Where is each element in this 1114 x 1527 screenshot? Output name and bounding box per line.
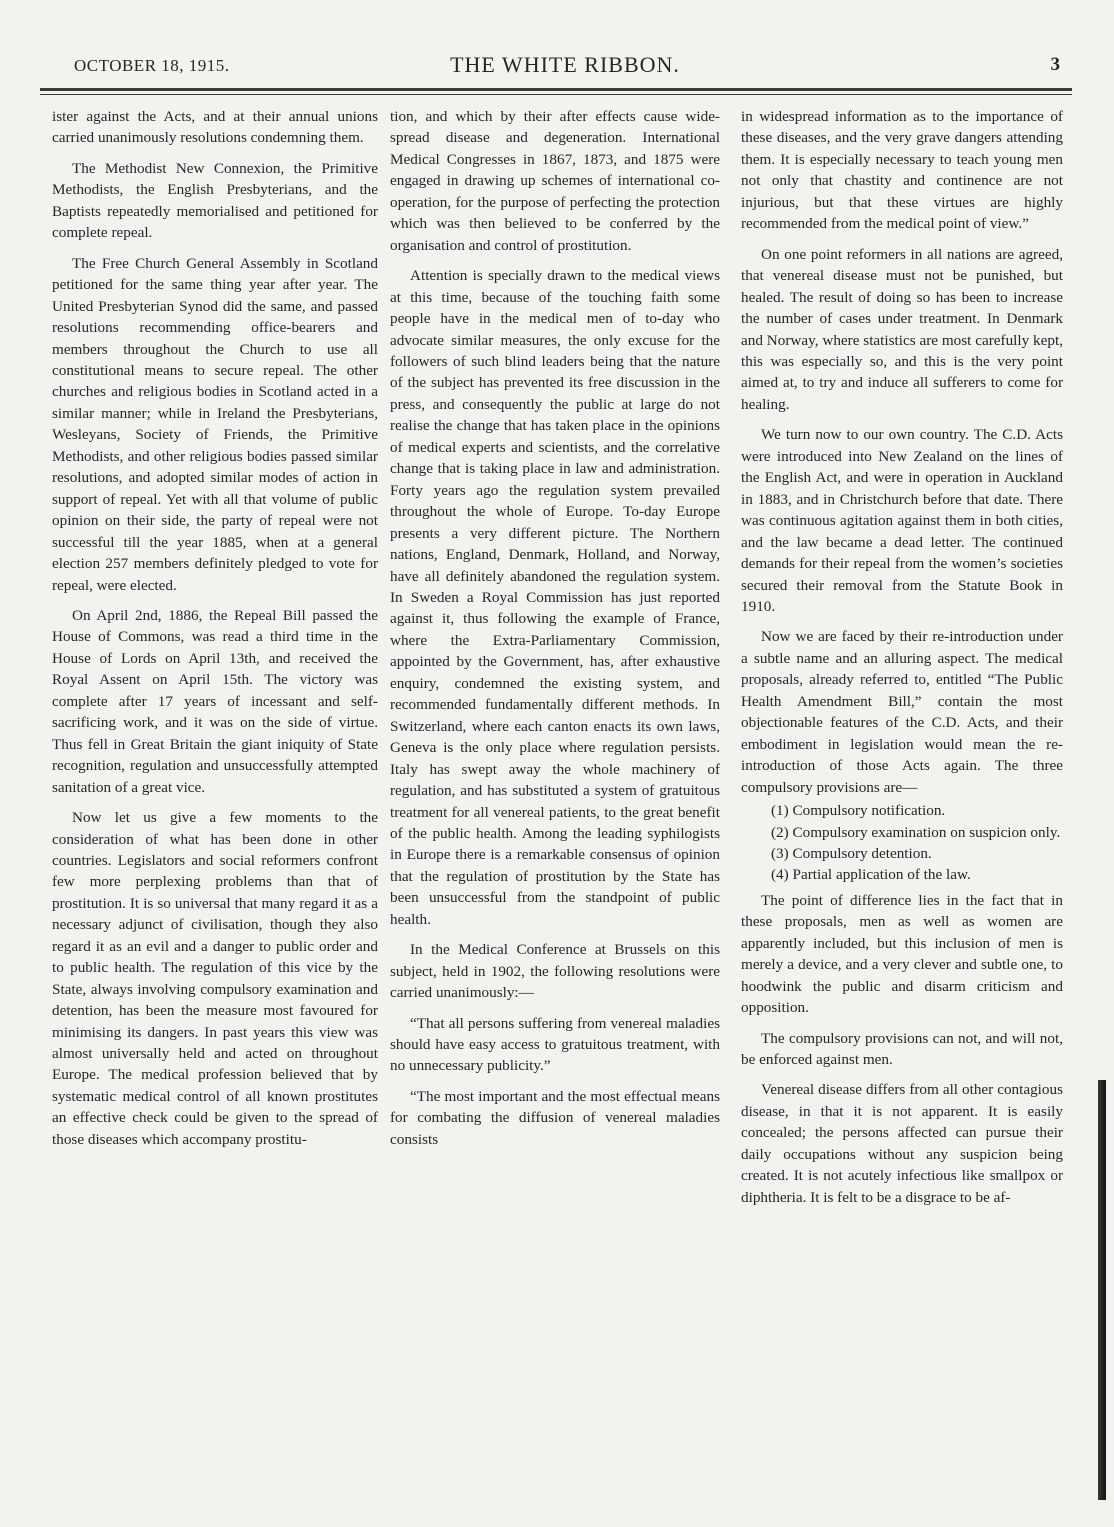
paragraph: The compulsory provisions can not, and will not, be enforced against men. [741, 1029, 1063, 1069]
paragraph: The point of difference lies in the fact that in these proposals, men as well as women are apparently included, but this inclusion of men is merely a device, and a very clever and subtle one, to hoodwink the public and disarm criticism and opposition. [741, 891, 1063, 1017]
page-header [70, 52, 1060, 82]
paragraph: tion, and which by their after effects cause wide-spread disease and degeneration. International Medical Congresses in 1867, 1873, and 1875 were engaged in drawing up schemes of international co-operation, for the purpose of perfecting the protection which was then believed to be conferred by the organisation and control of prostitution. [390, 108, 720, 254]
paragraph: Venereal disease differs from all other contagious disease, in that it is not apparent. It is easily concealed; the persons affected can pursue their daily occupations without any suspicion being created. It is not acutely infectious like smallpox or diphtheria. It is felt to be a disgrace to be af- [741, 1081, 1063, 1206]
issue-date: OCTOBER 18, 1915. [74, 56, 230, 75]
paragraph: On one point reformers in all nations are agreed, that venereal disease must not be punished, but healed. The result of doing so has been to increase the number of cases under treatment. In Denmark and Norway, where statistics are most carefully kept, this was especially so, and this is the very point aimed at, to try and induce all sufferers to come for healing. [741, 245, 1063, 413]
text-column-1 [52, 106, 378, 1496]
masthead-title: THE WHITE RIBBON. [450, 52, 680, 77]
page-edge-shadow [1098, 1080, 1106, 1500]
text-column-3 [741, 106, 1063, 1496]
paragraph: The Methodist New Connexion, the Primitive Methodists, the English Presbyterians, and the Baptists repeatedly memorialised and petitioned for complete repeal. [52, 159, 378, 242]
paragraph: “The most important and the most effectual means for combating the diffusion of venereal maladies consists [390, 1087, 720, 1148]
paragraph: in widespread information as to the importance of these diseases, and the very grave dangers attending them. It is especially necessary to teach young men not only that chastity and continence are not injurious, but that these virtues are highly recommended from the medical point of view.” [741, 108, 1063, 233]
text-column-2 [390, 106, 720, 1496]
paragraph: Attention is specially drawn to the medical views at this time, because of the touching faith some people have in the medical men of to-day who advocate similar measures, the only excuse for the followers of such blind leaders being that the nature of the subject has prevented its free discussion in the press, and consequently the public at large do not realise the change that has taken place in the opinions of medical experts and scientists, and the correlative change that is taking place in law and administration. Forty years ago the regulation system prevailed throughout the whole of Europe. To-day Europe presents a very different picture. The Northern nations, England, Denmark, Holland, and Norway, have all definitely abandoned the regulation system. In Sweden a Royal Commission has just reported against it, thus following the example of France, where the Extra-Parliamentary Commission, appointed by the Government, has, after exhaustive enquiry, condemned the existing system, and recommended fundamentally different methods. In Switzerland, where each canton enacts its own laws, Geneva is the only place where regulation persists. Italy has swept away the whole machinery of regulation, and has substituted a system of gratuitous treatment for all venereal patients, to the great benefit of the public health. Among the leading syphilogists in Europe there is a remarkable consensus of opinion that the regulation of prostitution by the State has been unsuccessful from the standpoint of public health. [390, 267, 720, 928]
paragraph: ister against the Acts, and at their annual unions carried unanimously resolutions condemning them. [52, 108, 378, 147]
list-item: (1) Compulsory notification. [771, 802, 946, 820]
compulsory-provisions-list [771, 800, 1063, 886]
page-number: 3 [1050, 54, 1060, 75]
paragraph: On April 2nd, 1886, the Repeal Bill passed the House of Commons, was read a third time in the House of Lords on April 13th, and received the Royal Assent on April 15th. The victory was complete after 17 years of incessant and self-sacrificing work, and it was on the side of virtue. Thus fell in Great Britain the giant iniquity of State recognition, regulation and unsuccessfully attempted sanitation of a great vice. [52, 606, 378, 796]
paragraph: In the Medical Conference at Brussels on this subject, held in 1902, the following resolutions were carried unanimously:— [390, 941, 720, 1002]
paragraph: We turn now to our own country. The C.D. Acts were introduced into New Zealand on the lines of the English Act, and were in operation in Auckland in 1883, and in Christchurch before that date. There was continuous agitation against them in both cities, and the law became a dead letter. The continued demands for their repeal from the women’s societies secured their removal from the Statute Book in 1910. [741, 426, 1063, 615]
header-rule-thin [40, 94, 1072, 95]
paragraph: The Free Church General Assembly in Scotland petitioned for the same thing year after year. The United Presbyterian Synod did the same, and passed resolutions recommending office-bearers and members throughout the Church to use all constitutional means to secure repeal. The other churches and religious bodies in Scotland acted in a similar manner; while in Ireland the Presbyterians, Wesleyans, Society of Friends, the Primitive Methodists, and other religious bodies passed similar resolutions, and adopted similar modes of action in support of repeal. Yet with all that volume of public opinion on their side, the party of repeal were not successful till the year 1885, when at a general election 257 members definitely pledged to vote for repeal, were elected. [52, 254, 378, 594]
paragraph: “That all persons suffering from venereal maladies should have easy access to gratuitous treatment, with no unnecessary publicity.” [390, 1014, 720, 1075]
paragraph: Now let us give a few moments to the consideration of what has been done in other countries. Legislators and social reformers confront few more perplexing problems than that of prostitution. It is so universal that many regard it as a necessary adjunct of civilisation, though they also regard it as an evil and a danger to public order and to public health. The regulation of this vice by the State, always involving compulsory examination and detention, has been the measure most favoured for minimising its dangers. In past years this view was almost universally held and acted on throughout Europe. The medical profession believed that by systematic medical control of all known prostitutes an effective check could be given to the spread of those diseases which accompany prostitu- [52, 809, 378, 1148]
list-item: (4) Partial application of the law. [771, 866, 971, 884]
list-item: (2) Compulsory examination on suspicion only. [771, 823, 1061, 841]
list-item: (3) Compulsory detention. [771, 844, 932, 862]
paragraph: Now we are faced by their re-introduction under a subtle name and an alluring aspect. The medical proposals, already referred to, entitled “The Public Health Amendment Bill,” contain the most objectionable features of the C.D. Acts, and their embodiment in legislation would mean the re-introduction of those Acts again. The three compulsory provisions are— [741, 628, 1063, 796]
header-rule-thick [40, 88, 1072, 91]
